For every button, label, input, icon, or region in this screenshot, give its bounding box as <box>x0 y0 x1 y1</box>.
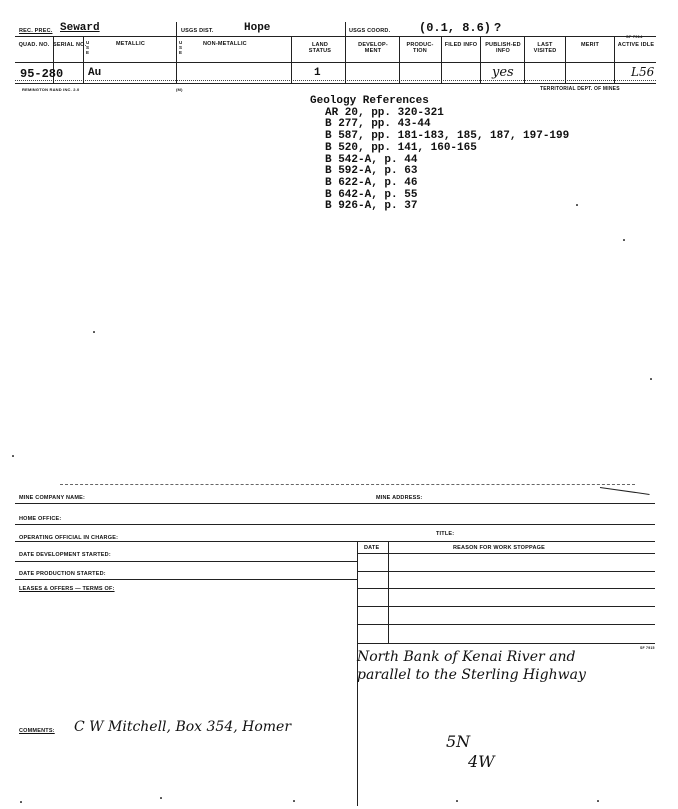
scan-speck <box>12 455 14 457</box>
reference-item: AR 20, pp. 320-321 <box>325 106 444 119</box>
home-office-label: HOME OFFICE: <box>19 516 62 522</box>
form-code-top: SF 7914 <box>626 34 643 39</box>
reference-item: B 587, pp. 181-183, 185, 187, 197-199 <box>325 130 570 143</box>
col-metallic: METALLIC <box>116 41 145 47</box>
land-status-value: 1 <box>314 67 321 79</box>
table-row-rule <box>357 571 655 572</box>
reference-item: B 926-A, p. 37 <box>325 200 418 213</box>
col-divider <box>399 37 400 83</box>
col-divider <box>565 37 566 83</box>
col-filed-info: FILED INFO <box>444 42 478 48</box>
header-rule-mid <box>15 62 656 63</box>
scan-speck <box>160 797 162 799</box>
date-development-started-label: DATE DEVELOPMENT STARTED: <box>19 552 111 558</box>
location-note-line2: parallel to the Sterling Highway <box>357 667 586 683</box>
rec-prec-label: REC. PREC. <box>19 28 53 34</box>
col-nonmetallic-use: U S E <box>179 40 183 55</box>
col-divider <box>480 37 481 83</box>
scan-speck <box>650 378 652 380</box>
published-info-value: yes <box>492 65 514 80</box>
active-idle-value: L56 <box>631 65 655 79</box>
col-nonmetallic: NON-METALLIC <box>203 41 247 47</box>
col-last-visited: LAST VISITED <box>533 42 557 54</box>
col-merit: MERIT <box>580 42 600 48</box>
scan-speck <box>623 239 625 241</box>
col-divider <box>524 37 525 83</box>
col-divider <box>614 37 615 83</box>
pen-stroke <box>600 487 650 495</box>
printer-note: REMINGTON RAND INC. 2.0 <box>22 87 80 92</box>
comments-label: COMMENTS: <box>19 728 55 734</box>
township-n: 5N <box>446 732 471 751</box>
scan-speck <box>20 801 22 803</box>
usgs-coord-value: (0.1, 8.6) <box>419 21 492 35</box>
scan-speck <box>456 800 458 802</box>
metallic-value: Au <box>88 67 102 79</box>
date-col-label: DATE <box>364 545 380 551</box>
reference-item: B 520, pp. 141, 160-165 <box>325 141 477 154</box>
col-production: PRODUC-TION <box>406 42 434 54</box>
table-header-rule <box>357 553 655 554</box>
header-rule-bottom <box>15 83 656 84</box>
geology-references <box>310 96 569 213</box>
mine-address-label: MINE ADDRESS: <box>376 495 423 501</box>
rule-date-production <box>15 579 357 580</box>
title-label: TITLE: <box>436 531 455 537</box>
col-divider <box>441 37 442 83</box>
mine-company-name-label: MINE COMPANY NAME: <box>19 495 86 501</box>
tear-line <box>60 484 635 485</box>
col-published-info: PUBLISH-ED INFO <box>485 42 521 54</box>
reference-item: B 277, pp. 43-44 <box>325 118 431 131</box>
scan-speck <box>576 204 578 206</box>
comments-value: C W Mitchell, Box 354, Homer <box>74 719 292 735</box>
rec-prec-value: Seward <box>60 22 100 34</box>
col-serial-no: SERIAL NO. <box>53 42 87 48</box>
reference-item: B 642-A, p. 55 <box>325 188 418 201</box>
reference-item: B 622-A, p. 46 <box>325 176 418 189</box>
col-quad-no: QUAD. NO. <box>18 42 50 48</box>
reference-item: B 542-A, p. 44 <box>325 153 418 166</box>
form-code-bottom: SF 7915 <box>640 646 655 650</box>
header-rule-top <box>15 36 656 37</box>
rule-mine-company <box>15 503 655 504</box>
usgs-dist-label: USGS DIST. <box>181 28 214 34</box>
col-metallic-use: U S E <box>86 40 90 55</box>
table-row-rule <box>357 606 655 607</box>
date-production-started-label: DATE PRODUCTION STARTED: <box>19 571 106 577</box>
rule-date-development <box>15 561 357 562</box>
usgs-coord-label: USGS COORD. <box>349 28 391 34</box>
scan-speck <box>93 331 95 333</box>
col-land-status: LAND STATUS <box>308 42 332 54</box>
table-row-rule <box>357 588 655 589</box>
range-w: 4W <box>468 752 495 771</box>
usgs-dist-value: Hope <box>244 22 271 34</box>
scan-speck <box>293 800 295 802</box>
department-label: TERRITORIAL DEPT. OF MINES <box>540 86 620 92</box>
col-active-idle: ACTIVE IDLE <box>617 42 655 48</box>
references-title: Geology References <box>310 95 429 107</box>
rule-home-office <box>15 524 655 525</box>
table-row-rule <box>357 643 655 644</box>
location-note-line1: North Bank of Kenai River and <box>357 649 576 665</box>
operating-official-label: OPERATING OFFICIAL IN CHARGE: <box>19 535 119 541</box>
reason-col-label: REASON FOR WORK STOPPAGE <box>453 545 545 551</box>
scan-speck <box>597 800 599 802</box>
printer-code: (M) <box>176 87 183 92</box>
col-development: DEVELOP-MENT <box>358 42 388 54</box>
rule-operating-official <box>15 541 655 542</box>
table-date-divider <box>388 541 389 643</box>
header-rule-dotted <box>15 80 656 81</box>
col-divider <box>176 22 177 83</box>
col-divider <box>345 22 346 83</box>
col-divider <box>291 37 292 83</box>
leases-offers-label: LEASES & OFFERS — TERMS OF: <box>19 586 115 592</box>
table-row-rule <box>357 624 655 625</box>
reference-item: B 592-A, p. 63 <box>325 165 418 178</box>
quad-serial-value: 95-280 <box>20 67 64 81</box>
usgs-coord-mark: ? <box>494 21 502 35</box>
